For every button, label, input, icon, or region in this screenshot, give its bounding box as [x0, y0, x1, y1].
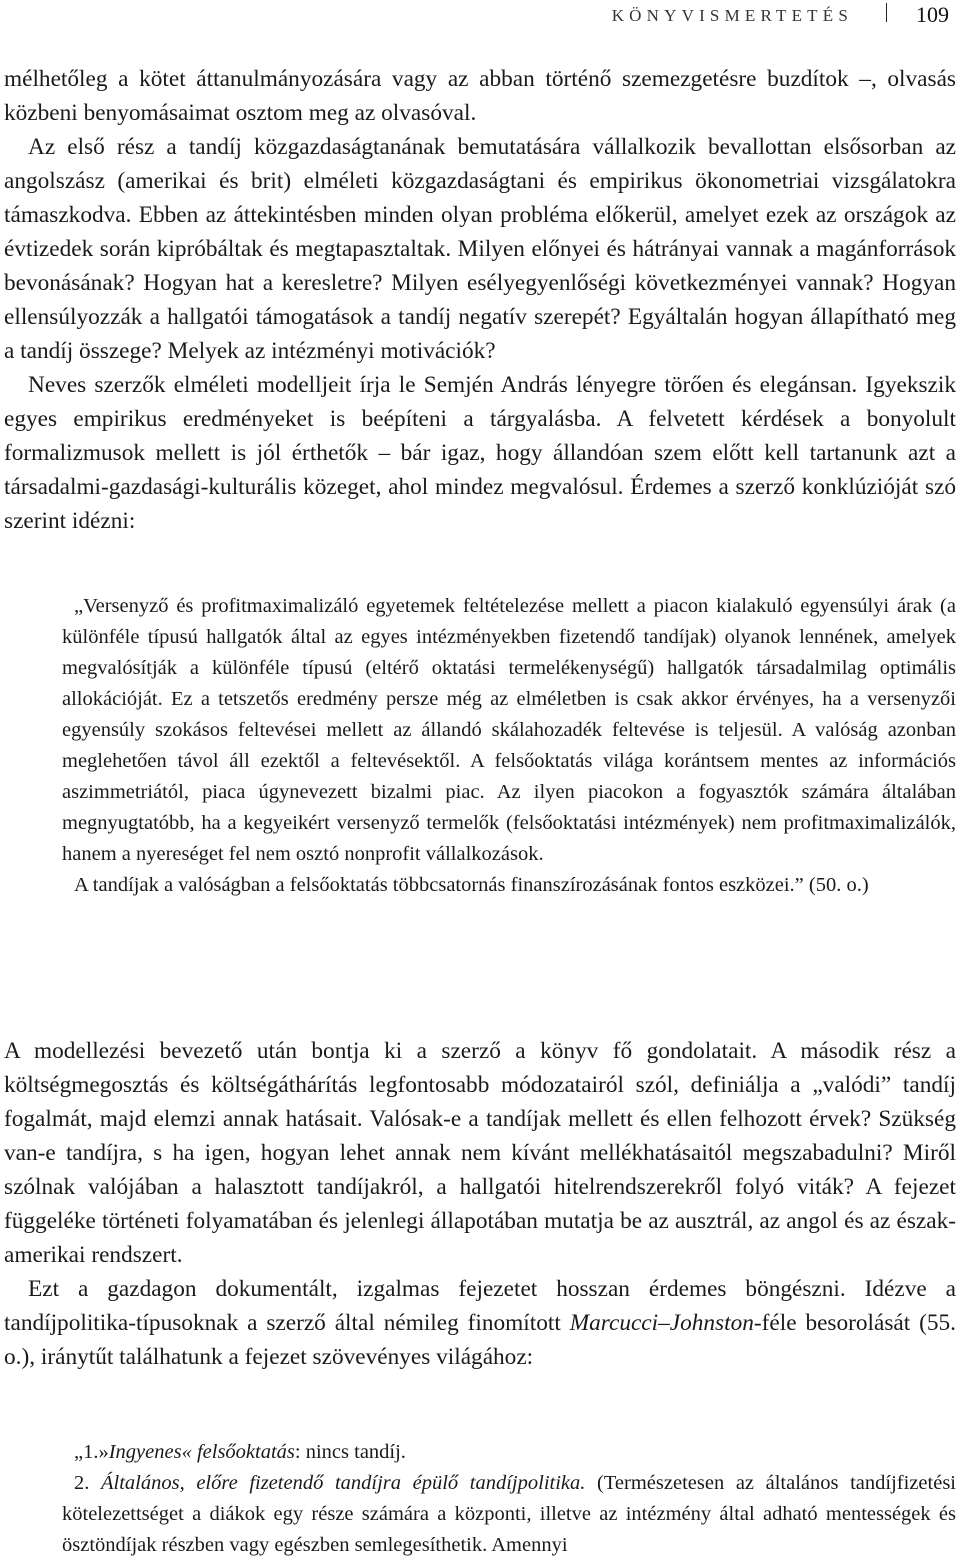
page-number: 109 [916, 2, 949, 27]
body-section-1 [4, 62, 956, 538]
list-item [62, 1437, 956, 1468]
paragraph-first-part: Az első rész a tandíj közgazdaságtanának bemutatására vállalkozik bevallottan elsősorban az angolszász (amerikai és brit) elméleti közgazdaságtani és empirikus ökonometriai vizsgálatokra támaszkodva. Ebben az áttekintésben minden olyan probléma előkerül, amelyet ezek az országok az évtizedek során kipróbáltak és megtapasztaltak. Milyen előnyei és hátrányai vannak a magánforrások bevonásának? Hogyan hat a keresletre? Milyen esélyegyenlőségi következményei vannak? Hogyan ellensúlyozzák a hallgatói támogatások a tandíj negatív szerepét? Egyáltalán hogyan állapítható meg a tandíj összege? Melyek az intézményi motivációk? [4, 134, 956, 364]
paragraph-chapter-end: -féle besorolását (55. o.), iránytűt találhatunk a fejezet szövevényes világához: [4, 1310, 957, 1370]
paragraph-second-part: A modellezési bevezető után bontja ki a szerző a könyv fő gondolatait. A második rész a költségmegosztás és költségáthárítás legfontosabb módozatairól szól, definiálja a „valódi” tandíj fogalmát, majd elemzi annak hatásait. Valósak-e a tandíjak mellett és ellen felhozott érvek? Szükség van-e tandíjra, s ha igen, hogyan lehet annak nem kívánt mellékhatásaitól megszabadulni? Miről szólnak valójában a halasztott tandíjakról, a hallgatói hitelrendszerekről folyó viták? A fejezet függeléke történeti folyamatában és jelenlegi állapotában mutatja be az ausztrál, az angol és az észak-amerikai rendszert. [4, 1038, 956, 1268]
policy-type-list [62, 1437, 956, 1561]
running-head-divider [886, 3, 887, 22]
running-head [0, 0, 960, 40]
quote-paragraph-2: A tandíjak a valóságban a felsőoktatás többcsatornás finanszírozásának fontos eszközei.” (50. o.) [74, 874, 869, 896]
list-item-number: „1.» [74, 1441, 109, 1463]
paragraph-chapter [4, 1272, 956, 1374]
paragraph-continuation: mélhetőleg a kötet áttanulmányozására vagy az abban történő szemezgetésre buzdítok –, olvasás közbeni benyomásaimat osztom meg az olvasóval. [4, 66, 956, 126]
body-section-2 [4, 1034, 956, 1374]
paragraph-chapter-italic: Marcucci–Johnston [569, 1310, 754, 1336]
list-item-title: Ingyenes« felsőoktatás [108, 1441, 295, 1463]
list-item-text: : nincs tandíj. [294, 1441, 406, 1463]
list-item [62, 1468, 956, 1561]
list-item-number: 2. [74, 1472, 101, 1494]
block-quote [62, 591, 956, 901]
running-head-title: KÖNYVISMERTETÉS [611, 6, 853, 25]
paragraph-authors: Neves szerzők elméleti modelljeit írja le Semjén András lényegre törően és elegánsan. Igyekszik egyes empirikus eredményeket is beépíteni a tárgyalásba. A felvetett kérdések a bonyolult formalizmusok mellett is jól érthetők – bár igaz, hogy állandóan szem előtt kell tartanunk azt a társadalmi-gazdasági-kulturális közeget, ahol mindez megvalósul. Érdemes a szerző konklúzióját szó szerint idézni: [4, 372, 956, 534]
quote-paragraph-1: „Versenyző és profitmaximalizáló egyetemek feltételezése mellett a piacon kialakuló egyensúlyi árak (a különféle típusú hallgatók által az egyes intézményekben fizetendő tandíjak) olyanok lennének, amelyek megvalósítják a különféle típusú (eltérő oktatási termelékenységű) hallgatók társadalmilag optimális allokációját. Ez a tetszetős eredmény persze még az elméletben is csak akkor érvényes, ha a versenyzői egyensúly szokásos feltevései mellett az állandó skálahozadék feltevése is teljesül. A valóság azonban meglehetően távol áll ezektől a feltevésektől. A felsőoktatás világa korántsem mentes az információs aszimmetriától, piaca úgynevezett bizalmi piac. Az ilyen piacokon a fogyasztók számára általában megnyugtatóbb, ha a kegyeikért versenyző termelők (felsőoktatási intézmények) nem profitmaximalizálók, hanem a nyereséget fel nem osztó nonprofit vállalkozások. [62, 595, 956, 865]
list-item-title: Általános, előre fizetendő tandíjra épülő tandíjpolitika. [101, 1472, 586, 1494]
list-item-text: (Természetesen az általános tandíjfizetési kötelezettséget a diákok egy része számára a központi, illetve az intézmény által adható mentességek és ösztöndíjak részben vagy egészben semlegesíthetik. Amennyi [62, 1472, 956, 1556]
paragraph-chapter-start: Ezt a gazdagon dokumentált, izgalmas fejezetet hosszan érdemes böngészni. Idézve a tandíjpolitika-típusoknak a szerző által némileg finomított [4, 1276, 956, 1336]
